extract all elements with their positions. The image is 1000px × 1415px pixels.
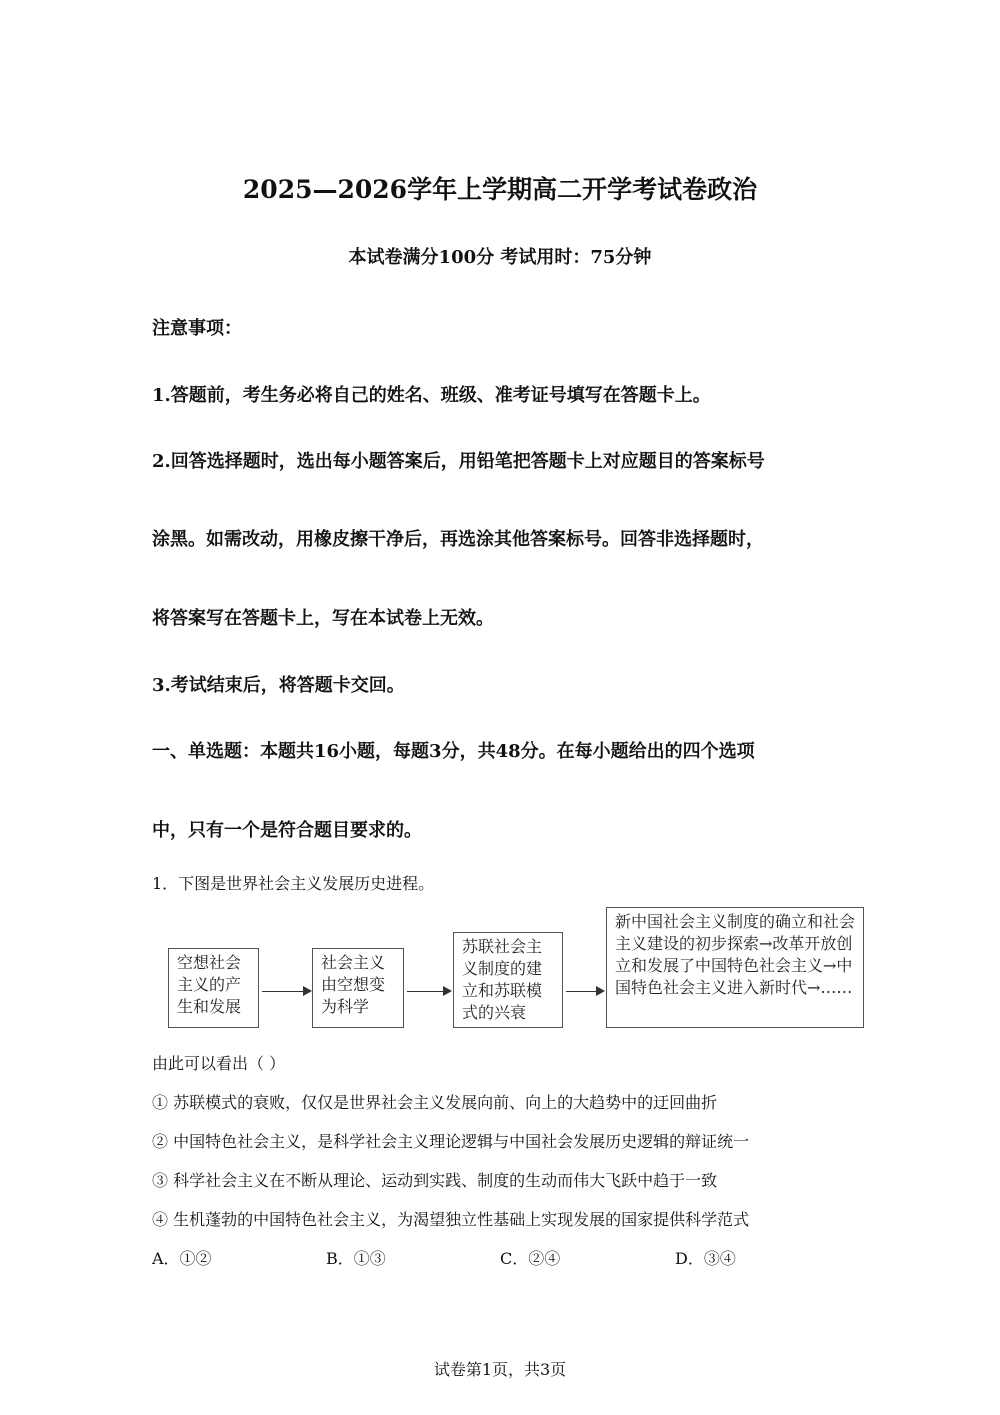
flow-arrow-1 xyxy=(262,991,310,992)
option-b[interactable]: B．①③ xyxy=(326,1249,386,1268)
section-heading-line-1: 一、单选题：本题共16小题，每题3分，共48分。在每小题给出的四个选项 xyxy=(152,741,755,762)
note-line-3: 涂黑。如需改动，用橡皮擦干净后，再选涂其他答案标号。回答非选择题时， xyxy=(152,529,764,550)
notes-heading: 注意事项： xyxy=(152,318,242,339)
flow-step-4: 新中国社会主义制度的确立和社会主义建设的初步探索→改革开放创立和发展了中国特色社会主义→中国特色社会主义进入新时代→…… xyxy=(606,907,864,1028)
note-line-5: 3.考试结束后，将答题卡交回。 xyxy=(152,675,405,696)
option-d[interactable]: D．③④ xyxy=(675,1249,736,1268)
statement-4: ④ 生机蓬勃的中国特色社会主义，为渴望独立性基础上实现发展的国家提供科学范式 xyxy=(152,1210,750,1229)
flow-arrow-2 xyxy=(407,991,450,992)
question-1-prompt: 由此可以看出（ ） xyxy=(152,1054,286,1073)
option-a[interactable]: A．①② xyxy=(152,1249,212,1268)
note-line-1: 1.答题前，考生务必将自己的姓名、班级、准考证号填写在答题卡上。 xyxy=(152,385,711,406)
flow-step-2: 社会主义由空想变为科学 xyxy=(312,948,404,1028)
page-footer: 试卷第1页，共3页 xyxy=(433,1360,567,1379)
statement-2: ② 中国特色社会主义，是科学社会主义理论逻辑与中国社会发展历史逻辑的辩证统一 xyxy=(152,1132,750,1151)
flow-step-3: 苏联社会主义制度的建立和苏联模式的兴衰 xyxy=(453,932,563,1028)
note-line-2: 2.回答选择题时，选出每小题答案后，用铅笔把答题卡上对应题目的答案标号 xyxy=(152,451,765,472)
exam-title: 2025—2026学年上学期高二开学考试卷政治 xyxy=(242,175,758,204)
statement-1: ① 苏联模式的衰败，仅仅是世界社会主义发展向前、向上的大趋势中的迂回曲折 xyxy=(152,1093,718,1112)
note-line-4: 将答案写在答题卡上，写在本试卷上无效。 xyxy=(152,608,494,629)
flow-arrow-3 xyxy=(566,991,603,992)
question-1-stem: 1．下图是世界社会主义发展历史进程。 xyxy=(152,874,435,893)
section-heading-line-2: 中，只有一个是符合题目要求的。 xyxy=(152,820,422,841)
flow-step-1: 空想社会主义的产生和发展 xyxy=(168,948,259,1028)
option-c[interactable]: C．②④ xyxy=(500,1249,561,1268)
exam-subtitle: 本试卷满分100分 考试用时：75分钟 xyxy=(348,247,652,268)
statement-3: ③ 科学社会主义在不断从理论、运动到实践、制度的生动而伟大飞跃中趋于一致 xyxy=(152,1171,718,1190)
